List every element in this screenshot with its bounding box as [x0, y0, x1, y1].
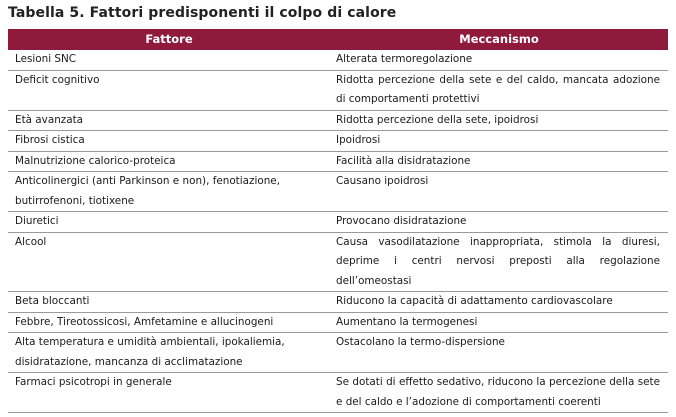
table-row [8, 232, 668, 292]
mechanism-cell: Provocano disidratazione [330, 212, 668, 233]
table-row [8, 151, 668, 172]
table-row [8, 292, 668, 313]
mechanism-cell: Facilità alla disidratazione [330, 151, 668, 172]
mechanism-cell: Aumentano la termogenesi [330, 312, 668, 333]
table-row [8, 50, 668, 70]
factor-cell: Età avanzata [8, 110, 330, 131]
table-row [8, 333, 668, 373]
mechanism-cell: Ridotta percezione della sete, ipoidrosi [330, 110, 668, 131]
column-header-mechanism: Meccanismo [330, 29, 668, 50]
table-row [8, 212, 668, 233]
table-row [8, 70, 668, 110]
table-row [8, 172, 668, 212]
factors-table [8, 29, 668, 413]
mechanism-cell: Se dotati di effetto sedativo, riducono la percezione della sete e del caldo e l’adozione di comportamenti coerenti [330, 373, 668, 413]
factor-cell: Anticolinergici (anti Parkinson e non), fenotiazione, butirrofenoni, tiotixene [8, 172, 330, 212]
table-row [8, 131, 668, 152]
mechanism-cell: Causano ipoidrosi [330, 172, 668, 212]
table-header [8, 29, 668, 50]
factor-cell: Alcool [8, 232, 330, 292]
table-row [8, 312, 668, 333]
factor-cell: Farmaci psicotropi in generale [8, 373, 330, 413]
column-header-factor: Fattore [8, 29, 330, 50]
factor-cell: Fibrosi cistica [8, 131, 330, 152]
table-row [8, 373, 668, 413]
header-row [8, 29, 668, 50]
factor-cell: Alta temperatura e umidità ambientali, ipokaliemia, disidratazione, mancanza di acclimatazione [8, 333, 330, 373]
table-body [8, 50, 668, 413]
mechanism-cell: Ostacolano la termo-dispersione [330, 333, 668, 373]
table-title: Tabella 5. Fattori predisponenti il colpo di calore [8, 5, 397, 21]
table-row [8, 110, 668, 131]
factor-cell: Febbre, Tireotossicosi, Amfetamine e allucinogeni [8, 312, 330, 333]
mechanism-cell: Causa vasodilatazione inappropriata, stimola la diuresi, deprime i centri nervosi preposti alla regolazione dell’omeostasi [330, 232, 668, 292]
mechanism-cell: Alterata termoregolazione [330, 50, 668, 70]
mechanism-cell: Riducono la capacità di adattamento cardiovascolare [330, 292, 668, 313]
factor-cell: Lesioni SNC [8, 50, 330, 70]
mechanism-cell: Ridotta percezione della sete e del caldo, mancata adozione di comportamenti protettivi [330, 70, 668, 110]
factor-cell: Malnutrizione calorico-proteica [8, 151, 330, 172]
mechanism-cell: Ipoidrosi [330, 131, 668, 152]
factor-cell: Deficit cognitivo [8, 70, 330, 110]
factor-cell: Diuretici [8, 212, 330, 233]
factor-cell: Beta bloccanti [8, 292, 330, 313]
